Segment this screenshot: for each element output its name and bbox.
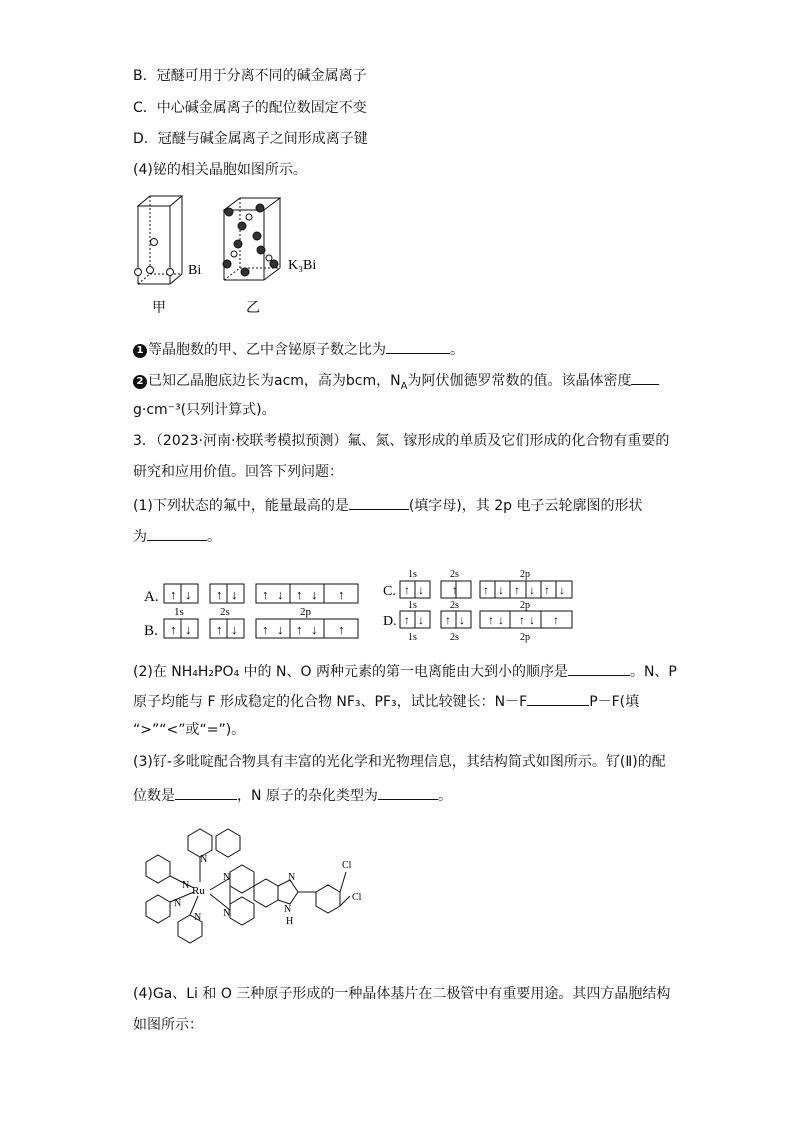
svg-text:Cl: Cl (352, 892, 362, 903)
svg-text:↓: ↓ (418, 583, 424, 597)
caption-yi: 乙 (246, 301, 260, 316)
svg-text:1s: 1s (408, 632, 417, 643)
svg-text:↑: ↑ (404, 583, 410, 597)
k-atom (225, 208, 233, 216)
q3-part4-cont: 如图所示： (133, 1017, 203, 1033)
svg-text:2s: 2s (450, 569, 459, 580)
bi-atom (231, 251, 237, 257)
svg-text:↓: ↓ (231, 587, 238, 602)
answer-blank[interactable] (349, 494, 409, 510)
option-b: B．冠醚可用于分离不同的碱金属离子 (133, 68, 367, 84)
answer-blank[interactable] (568, 660, 630, 676)
bi-atom (167, 269, 174, 276)
svg-text:N: N (174, 898, 182, 909)
q3-part3: (3)钌-多吡啶配合物具有丰富的光化学和光物理信息，其结构简式如图所示。钌(Ⅱ)的配 (133, 754, 666, 770)
bi-atom (135, 269, 142, 276)
part4-intro: (4)铋的相关晶胞如图所示。 (133, 162, 307, 178)
answer-blank[interactable] (147, 525, 207, 541)
svg-text:N: N (288, 872, 296, 883)
svg-text:↑: ↑ (483, 583, 489, 597)
svg-text:N: N (223, 872, 231, 883)
k-atom (234, 240, 242, 248)
svg-text:2s: 2s (450, 632, 459, 643)
svg-text:2p: 2p (520, 569, 530, 580)
svg-text:↓: ↓ (311, 622, 318, 637)
svg-text:↑: ↑ (216, 622, 223, 637)
q3-part2-cont2: “>”“<”或“=”)。 (133, 722, 246, 738)
svg-text:1s: 1s (408, 569, 417, 580)
cell-jia (138, 196, 182, 284)
k-atom (238, 222, 246, 230)
svg-text:2s: 2s (220, 606, 230, 618)
q3-part4: (4)Ga、Li 和 O 三种原子形成的一种晶体基片在二极管中有重要用途。其四方晶胞结构 (133, 986, 671, 1002)
option-d: D．冠醚与碱金属离子之间形成离子键 (133, 131, 368, 147)
bi-atom (147, 267, 154, 274)
svg-text:N: N (223, 908, 231, 919)
svg-text:↓: ↓ (529, 613, 535, 627)
answer-blank[interactable] (527, 690, 589, 706)
svg-text:2s: 2s (450, 600, 459, 611)
svg-text:C.: C. (383, 584, 396, 599)
svg-text:2p: 2p (520, 600, 530, 611)
svg-text:↓: ↓ (418, 613, 424, 627)
svg-text:↑: ↑ (262, 622, 269, 637)
svg-text:↑: ↑ (514, 583, 520, 597)
svg-text:↓: ↓ (277, 622, 284, 637)
bi-atom (246, 214, 252, 220)
answer-blank[interactable] (386, 338, 450, 354)
svg-text:↓: ↓ (559, 583, 565, 597)
bi-atoms-yi (231, 214, 272, 261)
k-atom (223, 260, 231, 268)
svg-text:N: N (284, 904, 292, 915)
option-c: C．中心碱金属离子的配位数固定不变 (133, 100, 367, 116)
svg-text:↑: ↑ (445, 613, 451, 627)
svg-text:↑: ↑ (404, 613, 410, 627)
q3-part1: (1)下列状态的氟中，能量最高的是 (填字母)，其 2p 电子云轮廓图的形状 (133, 494, 642, 516)
bismuth-cells-figure (130, 192, 340, 322)
svg-text:Cl: Cl (342, 860, 352, 871)
svg-text:D.: D. (383, 614, 397, 629)
label-k3bi: K₃Bi (288, 258, 317, 273)
svg-text:N: N (194, 912, 202, 923)
svg-text:↓: ↓ (459, 613, 465, 627)
svg-text:↑: ↑ (216, 587, 223, 602)
svg-text:↑: ↑ (553, 613, 559, 627)
circled-number: 2 (133, 375, 147, 389)
svg-text:↓: ↓ (498, 583, 504, 597)
svg-text:↓: ↓ (231, 622, 238, 637)
svg-text:N: N (182, 880, 190, 891)
answer-blank[interactable] (378, 784, 438, 800)
ruthenium-complex-structure (138, 822, 388, 962)
answer-blank[interactable] (175, 784, 237, 800)
svg-text:↑: ↑ (452, 583, 458, 597)
k-atom (257, 246, 265, 254)
svg-text:↑: ↑ (544, 583, 550, 597)
q3-part1-cont: 为 。 (133, 525, 221, 547)
svg-text:A.: A. (144, 589, 159, 605)
svg-text:1s: 1s (174, 606, 184, 618)
svg-text:↓: ↓ (185, 587, 192, 602)
svg-text:1s: 1s (408, 600, 417, 611)
q3-part3-cont: 位数是 ，N 原子的杂化类型为 。 (133, 784, 452, 806)
bi-atom (266, 255, 272, 261)
k-atom (241, 268, 249, 276)
sub-question-2: 2 已知乙晶胞底边长为acm，高为bcm，$N_A$为阿伏伽德罗常数的值。该晶体密度 (133, 369, 659, 397)
label-bi: Bi (188, 263, 202, 278)
q3-header: 3．（2023·河南·校联考模拟预测）氟、氮、镓形成的单质及它们形成的化合物有重要的 (133, 433, 670, 449)
svg-text:↑: ↑ (488, 613, 494, 627)
svg-text:↓: ↓ (185, 622, 192, 637)
svg-text:2p: 2p (520, 632, 530, 643)
q3-part2-cont: 原子均能与 F 形成稳定的化合物 NF₃、PF₃，试比较键长：N－F P－F(填 (133, 690, 639, 712)
svg-text:↓: ↓ (277, 587, 284, 602)
q3-header-2: 研究和应用价值。回答下列问题： (133, 464, 343, 480)
svg-text:↓: ↓ (311, 587, 318, 602)
svg-text:↓: ↓ (498, 613, 504, 627)
svg-text:↑: ↑ (170, 622, 177, 637)
svg-text:Ru: Ru (192, 885, 205, 897)
svg-text:B.: B. (144, 623, 158, 639)
svg-text:↑: ↑ (296, 587, 303, 602)
circled-number: 1 (133, 344, 147, 358)
svg-text:N: N (200, 854, 208, 865)
caption-jia: 甲 (152, 301, 166, 316)
svg-text:↑: ↑ (262, 587, 269, 602)
k-atom (256, 204, 264, 212)
svg-text:H: H (286, 916, 294, 927)
svg-text:↑: ↑ (338, 622, 345, 637)
svg-text:↑: ↑ (519, 613, 525, 627)
svg-text:↓: ↓ (529, 583, 535, 597)
svg-text:↑: ↑ (338, 587, 345, 602)
k-atom (270, 260, 278, 268)
svg-text:2p: 2p (300, 606, 311, 618)
answer-blank[interactable] (631, 369, 659, 385)
orbital-diagrams (138, 565, 578, 645)
q3-part2: (2)在 NH₄H₂PO₄ 中的 N、O 两种元素的第一电离能由大到小的顺序是 。N、P (133, 660, 677, 682)
sub-question-2-cont: g·cm⁻³(只列计算式)。 (133, 402, 276, 418)
sub-question-1: 1 等晶胞数的甲、乙中含铋原子数之比为 。 (133, 338, 464, 360)
svg-text:↑: ↑ (296, 622, 303, 637)
svg-text:↑: ↑ (170, 587, 177, 602)
bi-atom (151, 239, 158, 246)
k-atom (253, 232, 261, 240)
